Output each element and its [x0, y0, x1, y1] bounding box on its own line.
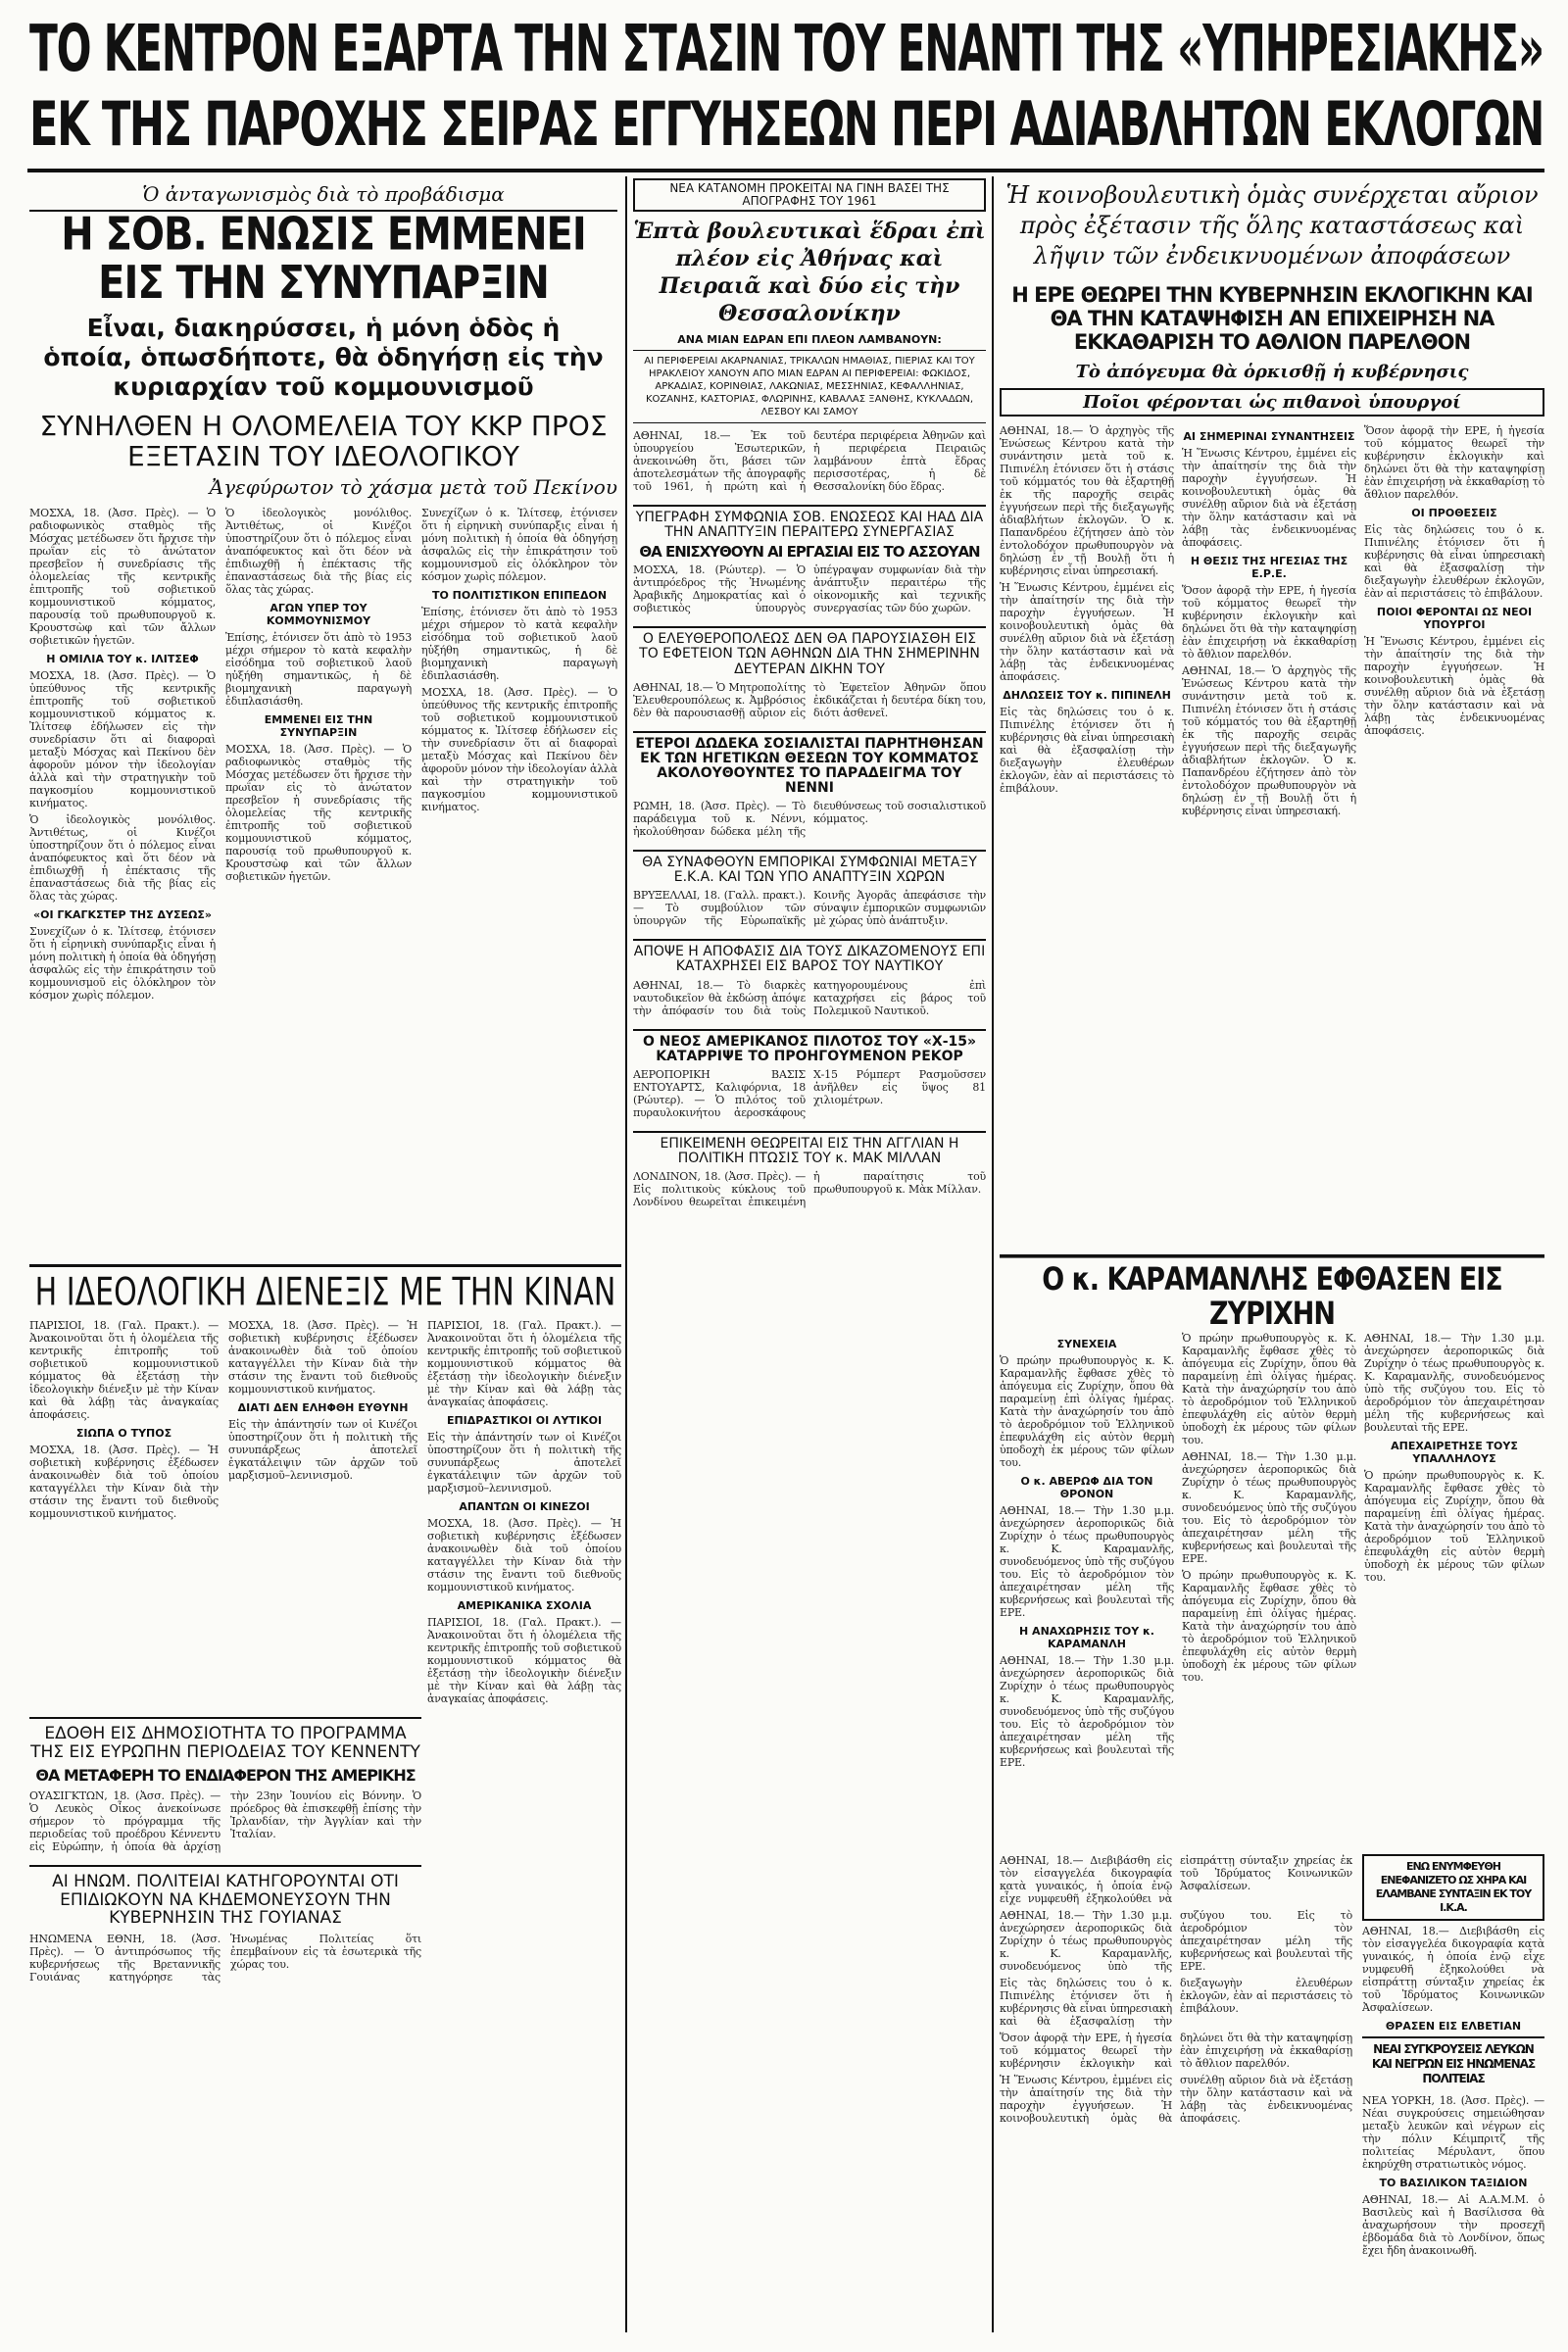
left-lower-text-2b: ΜΟΣΧΑ, 18. (Ἀσσ. Πρὲς). — Ἡ σοβιετικὴ κυβέρνησις ἐξέδωσεν ἀνακοινωθὲν διὰ τοῦ ὁποίου καταγγέλλει τὴν Κίναν διὰ τὴν στάσιν της ἔναντι τοῦ διεθνοῦς κομμουνιστικοῦ κινήματος. [228, 1319, 418, 1396]
ere-headline: Η ΕΡΕ ΘΕΩΡΕΙ ΤΗΝ ΚΥΒΕΡΝΗΣΙΝ ΕΚΛΟΓΙΚΗΝ ΚΑΙ ΘΑ ΤΗΝ ΚΑΤΑΨΗΦΙΣΗ ΑΝ ΕΠΙΧΕΙΡΗΣΗ ΝΑ ΕΚΚΑΘΑΡΙΣΗ ΤΟ ΑΘΛΙΟΝ ΠΑΡΕΛΘΟΝ [1011, 283, 1533, 354]
royal-trip-text: ΑΘΗΝΑΙ, 18.— Αἱ Α.Α.Μ.Μ. ὁ Βασιλεὺς καὶ ἡ Βασίλισσα θὰ ἀναχωρήσουν τὴν προσεχῆ ἑβδομάδα διὰ τὸ Λονδίνον, ὅπως ἔχει ἤδη ἀνακοινωθῆ. [1362, 2193, 1544, 2257]
socialists-headline: ΕΤΕΡΟΙ ΔΩΔΕΚΑ ΣΟΣΙΑΛΙΣΤΑΙ ΠΑΡΗΤΗΘΗΣΑΝ ΕΚ ΤΩΝ ΗΓΕΤΙΚΩΝ ΘΕΣΕΩΝ ΤΟΥ ΚΟΜΜΑΤΟΣ ΑΚΟΛΟΥΘΟΥΝΤΕΣ ΤΟ ΠΑΡΑΔΕΙΓΜΑ ΤΟΥ ΝΕΝΝΙ [633, 731, 986, 796]
left-text-3: Συνεχίζων ὁ κ. Ἰλίτσεφ, ἐτόνισεν ὅτι ἡ εἰρηνικὴ συνύπαρξις εἶναι ἡ μόνη πολιτικὴ ἡ ὁποία θὰ ὁδηγήσῃ ἀσφαλῶς εἰς τὴν ἐπικράτησιν τοῦ κομμουνισμοῦ εἰς ὁλόκληρον τὸν κόσμον χωρὶς πόλεμον. [29, 924, 216, 1002]
left-kicker-2: Ἀγεφύρωτον τὸ χάσμα μετὰ τοῦ Πεκίνου [209, 474, 617, 499]
right-lower-text-3: Εἰς τὰς δηλώσεις του ὁ κ. Πιπινέλης ἐτόνισεν ὅτι ἡ κυβέρνησις θὰ εἶναι ὑπηρεσιακὴ καὶ θὰ ἐξασφαλίσῃ τὴν διεξαγωγὴν ἐλευθέρων ἐκλογῶν, ἐὰν αἱ περιστάσεις τὸ ἐπιβάλουν. [1000, 1977, 1352, 2028]
right-text-1: ΑΘΗΝΑΙ, 18.— Ὁ ἀρχηγὸς τῆς Ἑνώσεως Κέντρου κατὰ τὴν συνάντησιν μετὰ τοῦ κ. Πιπινέλη ἐτόνισεν ὅτι ἡ στάσις τοῦ κόμματός του θὰ ἐξαρτηθῇ ἐκ τῆς παροχῆς σειρᾶς ἐγγυήσεων περὶ τῆς διεξαγωγῆς ἀδιαβλήτων ἐκλογῶν. Ὁ κ. Παπανδρέου ἐζήτησεν ἀπὸ τὸν ἐντολοδόχον πρωθυπουργὸν νὰ δηλώσῃ ἐν τῇ Βουλῇ ὅτι ἡ κυβέρνησις εἶναι ὑπηρεσιακή. [1000, 424, 1174, 577]
left-text-col-a [29, 507, 216, 1002]
left-text-2c: ΜΟΣΧΑ, 18. (Ἀσσ. Πρὲς). — Ὁ ὑπεύθυνος τῆς κεντρικῆς ἐπιτροπῆς τοῦ σοβιετικοῦ κομμουνιστικοῦ κόμματος κ. Ἰλίτσεφ ἐδήλωσεν εἰς τὴν συνεδρίασιν ὅτι αἱ διαφοραὶ μεταξὺ Μόσχας καὶ Πεκίνου δὲν ἀφοροῦν μόνον τὴν ἰδεολογίαν ἀλλὰ καὶ τὴν στρατηγικὴν τοῦ παγκοσμίου κομμουνιστικοῦ κινήματος. [421, 685, 617, 813]
macmillan-headline: ΕΠΙΚΕΙΜΕΝΗ ΘΕΩΡΕΙΤΑΙ ΕΙΣ ΤΗΝ ΑΓΓΛΙΑΝ Η ΠΟΛΙΤΙΚΗ ΠΤΩΣΙΣ ΤΟΥ κ. ΜΑΚ ΜΙΛΛΑΝ [633, 1131, 986, 1166]
eleftheroupolis-text: ΑΘΗΝΑΙ, 18.— Ὁ Μητροπολίτης Ἐλευθερουπόλεως κ. Ἀμβρόσιος δὲν θὰ παρουσιασθῇ αὔριον εἰς τὸ Ἐφετεῖον Ἀθηνῶν ὅπου ἐκδικάζεται ἡ δευτέρα δίκη του, διότι ἀσθενεῖ. [633, 680, 986, 719]
race-clash-text: ΝΕΑ ΥΟΡΚΗ, 18. (Ἀσσ. Πρὲς). — Νέαι συγκρούσεις σημειώθησαν μεταξὺ λευκῶν καὶ νέγρων εἰς τὴν πόλιν Κέιμπριτζ τῆς πολιτείας Μέρυλαντ, ὅπου ἐκηρύχθη στρατιωτικὸς νόμος. [1362, 2094, 1544, 2171]
column-divider-1 [625, 176, 627, 2332]
right-sub-1: ΑΙ ΣΗΜΕΡΙΝΑΙ ΣΥΝΑΝΤΗΣΕΙΣ [1183, 430, 1355, 443]
left-text-col-c [421, 507, 617, 1002]
right-text-4: Εἰς τὰς δηλώσεις του ὁ κ. Πιπινέλης ἐτόνισεν ὅτι ἡ κυβέρνησις θὰ εἶναι ὑπηρεσιακὴ καὶ θὰ ἐξασφαλίσῃ τὴν διεξαγωγὴν ἐλευθέρων ἐκλογῶν, ἐὰν αἱ περιστάσεις τὸ ἐπιβάλουν. [1000, 706, 1174, 795]
left-text-4: Ὁ ἰδεολογικὸς μονόλιθος. Ἀντιθέτως, οἱ Κινέζοι ὑποστηρίζουν ὅτι ὁ πόλεμος εἶναι ἀναπόφευκτος καὶ ὅτι δέον νὰ ἐπιδιωχθῇ ἡ ἐπέκτασις τῆς ἐπαναστάσεως διὰ τῆς βίας εἰς ὅλας τὰς χώρας. [225, 506, 412, 596]
left-lower-section [29, 1270, 621, 2333]
navy-trial-headline: ΑΠΟΨΕ Η ΑΠΟΦΑΣΙΣ ΔΙΑ ΤΟΥΣ ΔΙΚΑΖΟΜΕΝΟΥΣ ΕΠΙ ΚΑΤΑΧΡΗΣΕΙ ΕΙΣ ΒΑΡΟΣ ΤΟΥ ΝΑΥΤΙΚΟΥ [633, 939, 986, 974]
right-sub-10: ΘΡΑΣΕΝ ΕΙΣ ΕΛΒΕΤΙΑΝ [1385, 2020, 1522, 2033]
left-sub-2: ΑΓΩΝ ΥΠΕΡ ΤΟΥ ΚΟΜΜΟΥΝΙΣΜΟΥ [266, 601, 371, 627]
right-text-2c: Ἡ Ἕνωσις Κέντρου, ἐμμένει εἰς τὴν ἀπαίτησίν της διὰ τὴν παροχὴν ἐγγυήσεων. Ἡ κοινοβουλευτικὴ ὁμὰς θὰ συνέλθῃ αὔριον διὰ νὰ ἐξετάσῃ τὴν ὅλην κατάστασιν καὶ νὰ λάβῃ τὰς ἐνδεικνυομένας ἀποφάσεις. [1364, 635, 1544, 737]
left-sub-3: ΤΟ ΠΟΛΙΤΙΣΤΙΚΟΝ ΕΠΙΠΕΔΟΝ [431, 588, 608, 602]
right-sub-2: Η ΘΕΣΙΣ ΤΗΣ ΗΓΕΣΙΑΣ ΤΗΣ Ε.Ρ.Ε. [1190, 555, 1348, 580]
eleftheroupolis-headline: Ο ΕΛΕΥΘΕΡΟΠΟΛΕΩΣ ΔΕΝ ΘΑ ΠΑΡΟΥΣΙΑΣΘΗ ΕΙΣ ΤΟ ΕΦΕΤΕΙΟΝ ΤΩΝ ΑΘΗΝΩΝ ΔΙΑ ΤΗΝ ΣΗΜΕΡΙΝΗΝ ΔΕΥΤΕΡΑΝ ΔΙΚΗΝ ΤΟΥ [633, 626, 986, 676]
widow-pension-box: ΕΝΩ ΕΝΥΜΦΕΥΘΗ ΕΝΕΦΑΝΙΖΕΤΟ ΩΣ ΧΗΡΑ ΚΑΙ ΕΛΑΜΒΑΝΕ ΣΥΝΤΑΞΙΝ ΕΚ ΤΟΥ Ι.Κ.Α. [1362, 1854, 1544, 1921]
middle-section [633, 178, 986, 2332]
karamanlis-headline: Ο κ. ΚΑΡΑΜΑΝΛΗΣ ΕΦΘΑΣΕΝ ΕΙΣ ΖΥΡΙΧΗΝ [1000, 1254, 1544, 1331]
left-lower-col-b [228, 1319, 417, 1705]
kennedy-tour-headline: ΕΔΟΘΗ ΕΙΣ ΔΗΜΟΣΙΟΤΗΤΑ ΤΟ ΠΡΟΓΡΑΜΜΑ ΤΗΣ ΕΙΣ ΕΥΡΩΠΗΝ ΠΕΡΙΟΔΕΙΑΣ ΤΟΥ ΚΕΝΝΕΝΤΥ [29, 1717, 421, 1761]
karamanlis-text-8: Ὁ πρώην πρωθυπουργὸς κ. Κ. Καραμανλῆς ἔφθασε χθὲς τὸ ἀπόγευμα εἰς Ζυρίχην, ὅπου θὰ παραμείνῃ ἐπὶ ὀλίγας ἡμέρας. Κατὰ τὴν ἀναχώρησίν του ἀπὸ τὸ ἀεροδρόμιον τοῦ Ἑλληνικοῦ ἐπεφυλάχθη εἰς αὐτὸν θερμὴ ὑποδοχὴ ἐκ μέρους τῶν φίλων του. [1364, 1469, 1544, 1585]
right-sub-3: ΔΗΛΩΣΕΙΣ ΤΟΥ κ. ΠΙΠΙΝΕΛΗ [1003, 689, 1171, 702]
kennedy-tour-text: ΟΥΑΣΙΓΚΤΩΝ, 18. (Ἀσσ. Πρὲς). — Ὁ Λευκὸς Οἶκος ἀνεκοίνωσε σήμερον τὸ πρόγραμμα τῆς περιοδείας τοῦ προέδρου Κέννεντυ εἰς Εὐρώπην, ἡ ὁποία θὰ ἀρχίσῃ τὴν 23ην Ἰουνίου εἰς Βόννην. Ὁ πρόεδρος θὰ ἐπισκεφθῇ ἐπίσης τὴν Ἰρλανδίαν, τὴν Ἀγγλίαν καὶ τὴν Ἰταλίαν. [29, 1789, 421, 1854]
left-sub-5: ΕΜΜΕΝΕΙ ΕΙΣ ΤΗΝ ΣΥΝΥΠΑΡΞΙΝ [264, 712, 373, 739]
karamanlis-text-5: ΑΘΗΝΑΙ, 18.— Τὴν 1.30 μ.μ. ἀνεχώρησεν ἀεροπορικῶς διὰ Ζυρίχην ὁ τέως πρωθυπουργὸς κ. Κ. Καραμανλῆς, συνοδευόμενος ὑπὸ τῆς συζύγου του. Εἰς τὸ ἀεροδρόμιον τὸν ἀπεχαιρέτησαν μέλη τῆς κυβερνήσεως καὶ βουλευταὶ τῆς ΕΡΕ. [1182, 1450, 1356, 1566]
main-headline-line-1: ΤΟ ΚΕΝΤΡΟΝ ΕΞΑΡΤΑ ΤΗΝ ΣΤΑΣΙΝ ΤΟΥ ΕΝΑΝΤΙ ΤΗΣ «ΥΠΗΡΕΣΙΑΚΗΣ» [29, 11, 1544, 86]
left-lower-col-a [29, 1319, 219, 1705]
left-lower-text-1c: ΠΑΡΙΣΙΟΙ, 18. (Γαλ. Πρακτ.). — Ἀνακοινοῦται ὅτι ἡ ὁλομέλεια τῆς κεντρικῆς ἐπιτροπῆς τοῦ σοβιετικοῦ κομμουνιστικοῦ κόμματος θὰ ἐξετάσῃ τὴν ἰδεολογικὴν διένεξιν μὲ τὴν Κίναν καὶ θὰ λάβῃ τὰς ἀναγκαίας ἀποφάσεις. [427, 1616, 621, 1706]
right-text-3b: Ὅσον ἀφορᾷ τὴν ΕΡΕ, ἡ ἡγεσία τοῦ κόμματος θεωρεῖ τὴν κυβέρνησιν ἐκλογικὴν καὶ δηλώνει ὅτι θὰ τὴν καταψηφίσῃ ἐὰν ἐπιχειρήσῃ νὰ ἐκκαθαρίσῃ τὸ ἄθλιον παρελθόν. [1364, 424, 1544, 501]
left-lower-sub-1: ΔΙΑΤΙ ΔΕΝ ΕΛΗΦΘΗ ΕΥΘΥΝΗ [237, 1401, 409, 1415]
navy-trial-text: ΑΘΗΝΑΙ, 18.— Τὸ διαρκὲς ναυτοδικεῖον θὰ ἐκδώσῃ ἀπόψε τὴν ἀπόφασίν του διὰ τοὺς κατηγορουμένους ἐπὶ καταχρήσει εἰς βάρος τοῦ Πολεμικοῦ Ναυτικοῦ. [633, 978, 986, 1017]
right-text-4b: Εἰς τὰς δηλώσεις του ὁ κ. Πιπινέλης ἐτόνισεν ὅτι ἡ κυβέρνησις θὰ εἶναι ὑπηρεσιακὴ καὶ θὰ ἐξασφαλίσῃ τὴν διεξαγωγὴν ἐλευθέρων ἐκλογῶν, ἐὰν αἱ περιστάσεις τὸ ἐπιβάλουν. [1364, 523, 1544, 600]
left-lower-sub-4: ΑΜΕΡΙΚΑΝΙΚΑ ΣΧΟΛΙΑ [457, 1599, 592, 1613]
left-upper-section [29, 178, 617, 1261]
right-sub-4: ΟΙ ΠΡΟΘΕΣΕΙΣ [1411, 507, 1497, 519]
right-text-2b: Ἡ Ἕνωσις Κέντρου, ἐμμένει εἰς τὴν ἀπαίτησίν της διὰ τὴν παροχὴν ἐγγυήσεων. Ἡ κοινοβουλευτικὴ ὁμὰς θὰ συνέλθῃ αὔριον διὰ νὰ ἐξετάσῃ τὴν ὅλην κατάστασιν καὶ νὰ λάβῃ τὰς ἐνδεικνυομένας ἀποφάσεις. [1182, 447, 1356, 549]
right-text-columns [1000, 424, 1544, 817]
left-lower-text-1b: ΠΑΡΙΣΙΟΙ, 18. (Γαλ. Πρακτ.). — Ἀνακοινοῦται ὅτι ἡ ὁλομέλεια τῆς κεντρικῆς ἐπιτροπῆς τοῦ σοβιετικοῦ κομμουνιστικοῦ κόμματος θὰ ἐξετάσῃ τὴν ἰδεολογικὴν διένεξιν μὲ τὴν Κίναν καὶ θὰ λάβῃ τὰς ἀναγκαίας ἀποφάσεις. [427, 1319, 621, 1409]
left-headline-2: ΣΥΝΗΛΘΕΝ Η ΟΛΟΜΕΛΕΙΑ ΤΟΥ ΚΚΡ ΠΡΟΣ ΕΞΕΤΑΣΙΝ ΤΟΥ ΙΔΕΟΛΟΓΙΚΟΥ [39, 410, 608, 472]
right-sub-5: ΠΟΙΟΙ ΦΕΡΟΝΤΑΙ ΩΣ ΝΕΟΙ ΥΠΟΥΡΓΟΙ [1376, 606, 1533, 631]
karamanlis-text-4: Ὁ πρώην πρωθυπουργὸς κ. Κ. Καραμανλῆς ἔφθασε χθὲς τὸ ἀπόγευμα εἰς Ζυρίχην, ὅπου θὰ παραμείνῃ ἐπὶ ὀλίγας ἡμέρας. Κατὰ τὴν ἀναχώρησίν του ἀπὸ τὸ ἀεροδρόμιον τοῦ Ἑλληνικοῦ ἐπεφυλάχθη εἰς αὐτὸν θερμὴ ὑποδοχὴ ἐκ μέρους τῶν φίλων του. [1182, 1332, 1356, 1447]
eec-text: ΒΡΥΞΕΛΛΑΙ, 18. (Γαλλ. πρακτ.). — Τὸ συμβούλιον τῶν ὑπουργῶν τῆς Εὐρωπαϊκῆς Κοινῆς Ἀγορᾶς ἀπεφάσισε τὴν σύναψιν ἐμπορικῶν συμφωνιῶν μὲ χώρας ὑπὸ ἀνάπτυξιν. [633, 889, 986, 928]
left-lower-text-1: ΠΑΡΙΣΙΟΙ, 18. (Γαλ. Πρακτ.). — Ἀνακοινοῦται ὅτι ἡ ὁλομέλεια τῆς κεντρικῆς ἐπιτροπῆς τοῦ σοβιετικοῦ κομμουνιστικοῦ κόμματος θὰ ἐξετάσῃ τὴν ἰδεολογικὴν διένεξιν μὲ τὴν Κίναν καὶ θὰ λάβῃ τὰς ἀναγκαίας ἀποφάσεις. [29, 1319, 220, 1422]
right-sub-7: Η ΑΝΑΧΩΡΗΣΙΣ ΤΟΥ κ. ΚΑΡΑΜΑΝΛΗ [1019, 1625, 1154, 1651]
karamanlis-text-1: Ὁ πρώην πρωθυπουργὸς κ. Κ. Καραμανλῆς ἔφθασε χθὲς τὸ ἀπόγευμα εἰς Ζυρίχην, ὅπου θὰ παραμείνῃ ἐπὶ ὀλίγας ἡμέρας. Κατὰ τὴν ἀναχώρησίν του ἀπὸ τὸ ἀεροδρόμιον τοῦ Ἑλληνικοῦ ἐπεφυλάχθη εἰς αὐτὸν θερμὴ ὑποδοχὴ ἐκ μέρους τῶν φίλων του. [1000, 1354, 1174, 1470]
left-deck: Εἶναι, διακηρύσσει, ἡ μόνη ὁδὸς ἡ ὁποία, ὁπωσδήποτε, θὰ ὁδηγήσῃ εἰς τὴν κυριαρχίαν τοῦ κομμουνισμοῦ [43, 314, 604, 402]
widow-pension-text: ΑΘΗΝΑΙ, 18.— Διεβιβάσθη εἰς τὸν εἰσαγγελέα δικογραφία κατὰ γυναικός, ἡ ὁποία ἐνῷ εἶχε νυμφευθῆ ἐξηκολούθει νὰ εἰσπράττῃ σύνταξιν χηρείας ἐκ τοῦ Ἱδρύματος Κοινωνικῶν Ἀσφαλίσεων. [1362, 1925, 1544, 2014]
kennedy-tour-subhead: ΘΑ ΜΕΤΑΦΕΡΗ ΤΟ ΕΝΔΙΑΦΕΡΟΝ ΤΗΣ ΑΜΕΡΙΚΗΣ [35, 1766, 416, 1786]
census-box-2: ΑΙ ΠΕΡΙΦΕΡΕΙΑΙ ΑΚΑΡΝΑΝΙΑΣ, ΤΡΙΚΑΛΩΝ ΗΜΑΘΙΑΣ, ΠΙΕΡΙΑΣ ΚΑΙ ΤΟΥ ΗΡΑΚΛΕΙΟΥ ΧΑΝΟΥΝ ΑΠΟ ΜΙΑΝ ΕΔΡΑΝ ΑΙ ΠΕΡΙΦΕΡΕΙΑΙ: ΦΩΚΙΔΟΣ, ΑΡΚΑΔΙΑΣ, ΚΟΡΙΝΘΙΑΣ, ΛΑΚΩΝΙΑΣ, ΜΕΣΣΗΝΙΑΣ, ΚΕΦΑΛΛΗΝΙΑΣ, ΚΟΖΑΝΗΣ, ΚΑΣΤΟΡΙΑΣ, ΦΛΩΡΙΝΗΣ, ΚΑΒΑΛΑΣ ΞΑΝΘΗΣ, ΚΥΚΛΑΔΩΝ, ΛΕΣΒΟΥ ΚΑΙ ΣΑΜΟΥ [633, 350, 986, 423]
right-deck-2: Ποῖοι φέρονται ὡς πιθανοὶ ὑπουργοί [1000, 388, 1544, 416]
x15-text: ΑΕΡΟΠΟΡΙΚΗ ΒΑΣΙΣ ΕΝΤΟΥΑΡΤΣ, Καλιφόρνια, 18 (Ρώυτερ). — Ὁ πιλότος τοῦ πυραυλοκινήτου ἀεροσκάφους Χ-15 Ρόμπερτ Ρασμοῦσσεν ἀνῆλθεν εἰς ὕψος 81 χιλιομέτρων. [633, 1067, 986, 1119]
left-lower-text-2: ΜΟΣΧΑ, 18. (Ἀσσ. Πρὲς). — Ἡ σοβιετικὴ κυβέρνησις ἐξέδωσεν ἀνακοινωθὲν διὰ τοῦ ὁποίου καταγγέλλει τὴν Κίναν διὰ τὴν στάσιν της ἔναντι τοῦ διεθνοῦς κομμουνιστικοῦ κινήματος. [29, 1444, 220, 1521]
aswan-subhead: ΘΑ ΕΝΙΣΧΥΘΟΥΝ ΑΙ ΕΡΓΑΣΙΑΙ ΕΙΣ ΤΟ ΑΣΣΟΥΑΝ [639, 543, 980, 562]
guyana-headline: ΑΙ ΗΝΩΜ. ΠΟΛΙΤΕΙΑΙ ΚΑΤΗΓΟΡΟΥΝΤΑΙ ΟΤΙ ΕΠΙΔΙΩΚΟΥΝ ΝΑ ΚΗΔΕΜΟΝΕΥΣΟΥΝ ΤΗΝ ΚΥΒΕΡΝΗΣΙΝ ΤΗΣ ΓΟΥΙΑΝΑΣ [29, 1865, 421, 1927]
right-sub-6: ΣΥΝΕΧΕΙΑ [1056, 1338, 1117, 1351]
column-divider-2 [992, 176, 994, 2332]
race-clash-box: ΝΕΑΙ ΣΥΓΚΡΟΥΣΕΙΣ ΛΕΥΚΩΝ ΚΑΙ ΝΕΓΡΩΝ ΕΙΣ ΗΝΩΜΕΝΑΣ ΠΟΛΙΤΕΙΑΣ [1362, 2036, 1544, 2090]
census-text: ΑΘΗΝΑΙ, 18.— Ἐκ τοῦ ὑπουργείου Ἐσωτερικῶν, ἀνεκοινώθη ὅτι, βάσει τῶν ἀποτελεσμάτων τῆς ἀπογραφῆς τοῦ 1961, ἡ πρώτη καὶ ἡ δευτέρα περιφέρεια Ἀθηνῶν καὶ ἡ περιφέρεια Πειραιῶς λαμβάνουν ἑπτὰ ἕδρας περισσοτέρας, ἡ δὲ Θεσσαλονίκη δύο ἕδρας. [633, 428, 986, 493]
census-headline: Ἑπτὰ βουλευτικαὶ ἕδραι ἐπὶ πλέον εἰς Ἀθήνας καὶ Πειραιᾶ καὶ δύο εἰς τὴν Θεσσαλονίκην [633, 218, 986, 326]
left-lower-sub-2: ΕΠΙΔΡΑΣΤΙΚΟΙ ΟΙ ΛΥΤΙΚΟΙ [446, 1414, 603, 1428]
right-deck-1: Τὸ ἀπόγευμα θὰ ὁρκισθῇ ἡ κυβέρνησις [1075, 362, 1469, 382]
left-lower-sub-3: ΑΠΑΝΤΩΝ ΟΙ ΚΙΝΕΖΟΙ [459, 1500, 590, 1514]
soviet-uar-text: ΜΟΣΧΑ, 18. (Ρώυτερ). — Ὁ ἀντιπρόεδρος τῆς Ἡνωμένης Ἀραβικῆς Δημοκρατίας καὶ ὁ σοβιετικὸς ὑπουργὸς ὑπέγραψαν συμφωνίαν διὰ τὴν ἀνάπτυξιν περαιτέρω τῆς οἰκονομικῆς καὶ τεχνικῆς συνεργασίας τῶν δύο χωρῶν. [633, 564, 986, 615]
right-section [1000, 178, 1544, 2332]
masthead-rule [27, 169, 1544, 172]
left-text-1b: ΜΟΣΧΑ, 18. (Ἀσσ. Πρὲς). — Ὁ ραδιοφωνικὸς σταθμὸς τῆς Μόσχας μετέδωσεν ὅτι ἤρχισε τὴν πρωΐαν εἰς τὸ ἀνώτατον πρεσβεῖον ἡ συνεδρίασις τῆς ὁλομελείας τῆς κεντρικῆς ἐπιτροπῆς τοῦ σοβιετικοῦ κομμουνιστικοῦ κόμματος, παρουσίᾳ τοῦ πρωθυπουργοῦ κ. Κρουστσὼφ καὶ τῶν ἄλλων σοβιετικῶν ἡγετῶν. [225, 742, 412, 883]
census-deck: ΑΝΑ ΜΙΑΝ ΕΔΡΑΝ ΕΠΙ ΠΛΕΟΝ ΛΑΜΒΑΝΟΥΝ: [677, 332, 942, 346]
left-lower-text-3: Εἰς τὴν ἀπάντησίν των οἱ Κινέζοι ὑποστηρίζουν ὅτι ἡ πολιτικὴ τῆς συνυπάρξεως ἀποτελεῖ ἐγκατάλειψιν τῶν ἀρχῶν τοῦ μαρξισμοῦ–λενινισμοῦ. [228, 1418, 418, 1483]
left-text-5b: Ἐπίσης, ἐτόνισεν ὅτι ἀπὸ τὸ 1953 μέχρι σήμερον τὸ κατὰ κεφαλὴν εἰσόδημα τοῦ σοβιετικοῦ λαοῦ ηὐξήθη σημαντικῶς, ἡ δὲ βιομηχανικὴ παραγωγὴ ἐδιπλασιάσθη. [421, 605, 617, 682]
right-text-2: Ἡ Ἕνωσις Κέντρου, ἐμμένει εἰς τὴν ἀπαίτησίν της διὰ τὴν παροχὴν ἐγγυήσεων. Ἡ κοινοβουλευτικὴ ὁμὰς θὰ συνέλθῃ αὔριον διὰ νὰ ἐξετάσῃ τὴν ὅλην κατάστασιν καὶ νὰ λάβῃ τὰς ἐνδεικνυομένας ἀποφάσεις. [1000, 581, 1174, 683]
left-text-2b: Ὁ ἰδεολογικὸς μονόλιθος. Ἀντιθέτως, οἱ Κινέζοι ὑποστηρίζουν ὅτι ὁ πόλεμος εἶναι ἀναπόφευκτος καὶ ὅτι δέον νὰ ἐπιδιωχθῇ ἡ ἐπέκτασις τῆς ἐπαναστάσεως διὰ τῆς βίας εἰς ὅλας τὰς χώρας. [29, 812, 216, 903]
left-headline: Η ΣΟΒ. ΕΝΩΣΙΣ ΕΜΜΕΝΕΙ ΕΙΣ ΤΗΝ ΣΥΝΥΠΑΡΞΙΝ [61, 209, 586, 310]
karamanlis-text-3: ΑΘΗΝΑΙ, 18.— Τὴν 1.30 μ.μ. ἀνεχώρησεν ἀεροπορικῶς διὰ Ζυρίχην ὁ τέως πρωθυπουργὸς κ. Κ. Καραμανλῆς, συνοδευόμενος ὑπὸ τῆς συζύγου του. Εἰς τὸ ἀεροδρόμιον τὸν ἀπεχαιρέτησαν μέλη τῆς κυβερνήσεως καὶ βουλευταὶ τῆς ΕΡΕ. [1000, 1654, 1174, 1770]
main-headline-line-2: ΕΚ ΤΗΣ ΠΑΡΟΧΗΣ ΣΕΙΡΑΣ ΕΓΓΥΗΣΕΩΝ ΠΕΡΙ ΑΔΙΑΒΛΗΤΩΝ ΕΚΛΟΓΩΝ [29, 88, 1544, 160]
right-sub-8: Ο κ. ΑΒΕΡΩΦ ΔΙΑ ΤΟΝ ΘΡΟΝΟΝ [1020, 1475, 1153, 1501]
macmillan-text: ΛΟΝΔΙΝΟΝ, 18. (Ἀσσ. Πρὲς). — Εἰς πολιτικοὺς κύκλους τοῦ Λονδίνου θεωρεῖται ἐπικειμένη ἡ παραίτησις τοῦ πρωθυπουργοῦ κ. Μὰκ Μίλλαν. [633, 1169, 986, 1208]
left-text-1: ΜΟΣΧΑ, 18. (Ἀσσ. Πρὲς). — Ὁ ραδιοφωνικὸς σταθμὸς τῆς Μόσχας μετέδωσεν ὅτι ἤρχισε τὴν πρωΐαν εἰς τὸ ἀνώτατον πρεσβεῖον ἡ συνεδρίασις τῆς ὁλομελείας τῆς κεντρικῆς ἐπιτροπῆς τοῦ σοβιετικοῦ κομμουνιστικοῦ κόμματος, παρουσίᾳ τοῦ πρωθυπουργοῦ κ. Κρουστσὼφ καὶ τῶν ἄλλων σοβιετικῶν ἡγετῶν. [29, 506, 216, 647]
karamanlis-col-b [1182, 1332, 1356, 1769]
left-lower-text-3c: ΜΟΣΧΑ, 18. (Ἀσσ. Πρὲς). — Ἡ σοβιετικὴ κυβέρνησις ἐξέδωσεν ἀνακοινωθὲν διὰ τοῦ ὁποίου καταγγέλλει τὴν Κίναν διὰ τὴν στάσιν της ἔναντι τοῦ διεθνοῦς κομμουνιστικοῦ κινήματος. [427, 1517, 621, 1594]
left-text-2: ΜΟΣΧΑ, 18. (Ἀσσ. Πρὲς). — Ὁ ὑπεύθυνος τῆς κεντρικῆς ἐπιτροπῆς τοῦ σοβιετικοῦ κομμουνιστικοῦ κόμματος κ. Ἰλίτσεφ ἐδήλωσεν εἰς τὴν συνεδρίασιν ὅτι αἱ διαφοραὶ μεταξὺ Μόσχας καὶ Πεκίνου δὲν ἀφοροῦν μόνον τὴν ἰδεολογίαν ἀλλὰ καὶ τὴν στρατηγικὴν τοῦ παγκοσμίου κομμουνιστικοῦ κινήματος. [29, 668, 216, 809]
ideological-dispute-headline: Η ΙΔΕΟΛΟΓΙΚΗ ΔΙΕΝΕΞΙΣ ΜΕ ΤΗΝ ΚΙΝΑΝ [34, 1270, 616, 1316]
right-text-1b: ΑΘΗΝΑΙ, 18.— Ὁ ἀρχηγὸς τῆς Ἑνώσεως Κέντρου κατὰ τὴν συνάντησιν μετὰ τοῦ κ. Πιπινέλη ἐτόνισεν ὅτι ἡ στάσις τοῦ κόμματός του θὰ ἐξαρτηθῇ ἐκ τῆς παροχῆς σειρᾶς ἐγγυήσεων περὶ τῆς διεξαγωγῆς ἀδιαβλήτων ἐκλογῶν. Ὁ κ. Παπανδρέου ἐζήτησεν ἀπὸ τὸν ἐντολοδόχον πρωθυπουργὸν νὰ δηλώσῃ ἐν τῇ Βουλῇ ὅτι ἡ κυβέρνησις εἶναι ὑπηρεσιακή. [1182, 664, 1356, 817]
right-headline: Ἡ κοινοβουλευτικὴ ὁμὰς συνέρχεται αὔριον πρὸς ἐξέτασιν τῆς ὅλης καταστάσεως καὶ λῆψιν τῶν ἐνδεικνυομένων ἀποφάσεων [1005, 181, 1539, 270]
karamanlis-section [1000, 1254, 1544, 1769]
left-text-5: Ἐπίσης, ἐτόνισεν ὅτι ἀπὸ τὸ 1953 μέχρι σήμερον τὸ κατὰ κεφαλὴν εἰσόδημα τοῦ σοβιετικοῦ λαοῦ ηὐξήθη σημαντικῶς, ἡ δὲ βιομηχανικὴ παραγωγὴ ἐδιπλασιάσθη. [225, 630, 412, 708]
right-briefs [1362, 1854, 1544, 2257]
right-lower-text-4: Ὅσον ἀφορᾷ τὴν ΕΡΕ, ἡ ἡγεσία τοῦ κόμματος θεωρεῖ τὴν κυβέρνησιν ἐκλογικὴν καὶ δηλώνει ὅτι θὰ τὴν καταψηφίσῃ ἐὰν ἐπιχειρήσῃ νὰ ἐκκαθαρίσῃ τὸ ἄθλιον παρελθόν. [1000, 2032, 1352, 2070]
left-text-col-b [225, 507, 412, 1002]
karamanlis-col-a [1000, 1332, 1174, 1769]
left-lower-sub-5: ΣΙΩΠΑ Ο ΤΥΠΟΣ [75, 1427, 172, 1441]
right-sub-9: ΑΠΕΧΑΙΡΕΤΗΣΕ ΤΟΥΣ ΥΠΑΛΛΗΛΟΥΣ [1391, 1440, 1518, 1466]
left-lower-text-columns [29, 1319, 621, 1705]
right-col-c [1364, 424, 1544, 817]
right-lower-text-2: ΑΘΗΝΑΙ, 18.— Τὴν 1.30 μ.μ. ἀνεχώρησεν ἀεροπορικῶς διὰ Ζυρίχην ὁ τέως πρωθυπουργὸς κ. Κ. Καραμανλῆς, συνοδευόμενος ὑπὸ τῆς συζύγου του. Εἰς τὸ ἀεροδρόμιον τὸν ἀπεχαιρέτησαν μέλη τῆς κυβερνήσεως καὶ βουλευταὶ τῆς ΕΡΕ. [1000, 1909, 1352, 1973]
left-sub-4: «ΟΙ ΓΚΑΓΚΣΤΕΡ ΤΗΣ ΔΥΣΕΩΣ» [33, 907, 212, 921]
left-text-columns [29, 507, 617, 1002]
left-lower-col-c [427, 1319, 621, 1705]
x15-headline: Ο ΝΕΟΣ ΑΜΕΡΙΚΑΝΟΣ ΠΙΛΟΤΟΣ ΤΟΥ «Χ-15» ΚΑΤΑΡΡΙΨΕ ΤΟ ΠΡΟΗΓΟΥΜΕΝΟΝ ΡΕΚΟΡ [633, 1029, 986, 1064]
right-text-3: Ὅσον ἀφορᾷ τὴν ΕΡΕ, ἡ ἡγεσία τοῦ κόμματος θεωρεῖ τὴν κυβέρνησιν ἐκλογικὴν καὶ δηλώνει ὅτι θὰ τὴν καταψηφίσῃ ἐὰν ἐπιχειρήσῃ νὰ ἐκκαθαρίσῃ τὸ ἄθλιον παρελθόν. [1182, 584, 1356, 661]
karamanlis-text-7: ΑΘΗΝΑΙ, 18.— Τὴν 1.30 μ.μ. ἀνεχώρησεν ἀεροπορικῶς διὰ Ζυρίχην ὁ τέως πρωθυπουργὸς κ. Κ. Καραμανλῆς, συνοδευόμενος ὑπὸ τῆς συζύγου του. Εἰς τὸ ἀεροδρόμιον τὸν ἀπεχαιρέτησαν μέλη τῆς κυβερνήσεως καὶ βουλευταὶ τῆς ΕΡΕ. [1364, 1332, 1544, 1435]
right-lower-text-1: ΑΘΗΝΑΙ, 18.— Διεβιβάσθη εἰς τὸν εἰσαγγελέα δικογραφία κατὰ γυναικός, ἡ ὁποία ἐνῷ εἶχε νυμφευθῆ ἐξηκολούθει νὰ εἰσπράττῃ σύνταξιν χηρείας ἐκ τοῦ Ἱδρύματος Κοινωνικῶν Ἀσφαλίσεων. [1000, 1854, 1352, 1905]
right-lower-text-5: Ἡ Ἕνωσις Κέντρου, ἐμμένει εἰς τὴν ἀπαίτησίν της διὰ τὴν παροχὴν ἐγγυήσεων. Ἡ κοινοβουλευτικὴ ὁμὰς θὰ συνέλθῃ αὔριον διὰ νὰ ἐξετάσῃ τὴν ὅλην κατάστασιν καὶ νὰ λάβῃ τὰς ἐνδεικνυομένας ἀποφάσεις. [1000, 2074, 1352, 2125]
socialists-text: ΡΩΜΗ, 18. (Ἀσσ. Πρὲς). — Τὸ παράδειγμα τοῦ κ. Νέννι, ἠκολούθησαν δώδεκα μέλη τῆς διευθύνσεως τοῦ σοσιαλιστικοῦ κόμματος. [633, 800, 986, 839]
soviet-uar-headline: ΥΠΕΓΡΑΦΗ ΣΥΜΦΩΝΙΑ ΣΟΒ. ΕΝΩΣΕΩΣ ΚΑΙ ΗΑΔ ΔΙΑ ΤΗΝ ΑΝΑΠΤΥΞΙΝ ΠΕΡΑΙΤΕΡΩ ΣΥΝΕΡΓΑΣΙΑΣ [633, 505, 986, 540]
guyana-text: ΗΝΩΜΕΝΑ ΕΘΝΗ, 18. (Ἀσσ. Πρὲς). — Ὁ ἀντιπρόσωπος τῆς κυβερνήσεως τῆς Βρεταννικῆς Γουιάνας κατηγόρησε τὰς Ἡνωμένας Πολιτείας ὅτι ἐπεμβαίνουν εἰς τὰ ἐσωτερικὰ τῆς χώρας του. [29, 1933, 421, 1984]
census-kicker-box: ΝΕΑ ΚΑΤΑΝΟΜΗ ΠΡΟΚΕΙΤΑΙ ΝΑ ΓΙΝΗ ΒΑΣΕΙ ΤΗΣ ΑΠΟΓΡΑΦΗΣ ΤΟΥ 1961 [633, 178, 986, 212]
left-lower-rule [29, 1264, 621, 1267]
left-kicker: Ὁ ἀνταγωνισμὸς διὰ τὸ προβάδισμα [29, 182, 617, 212]
left-sub-1: Η ΟΜΙΛΙΑ ΤΟΥ κ. ΙΛΙΤΣΕΦ [46, 652, 199, 665]
left-lower-text-3b: Εἰς τὴν ἀπάντησίν των οἱ Κινέζοι ὑποστηρίζουν ὅτι ἡ πολιτικὴ τῆς συνυπάρξεως ἀποτελεῖ ἐγκατάλειψιν τῶν ἀρχῶν τοῦ μαρξισμοῦ–λενινισμοῦ. [427, 1431, 621, 1495]
right-sub-11: ΤΟ ΒΑΣΙΛΙΚΟΝ ΤΑΞΙΔΙΟΝ [1379, 2177, 1528, 2189]
karamanlis-col-c [1364, 1332, 1544, 1769]
eec-headline: ΘΑ ΣΥΝΑΦΘΟΥΝ ΕΜΠΟΡΙΚΑΙ ΣΥΜΦΩΝΙΑΙ ΜΕΤΑΞΥ Ε.Κ.Α. ΚΑΙ ΤΩΝ ΥΠΟ ΑΝΑΠΤΥΞΙΝ ΧΩΡΩΝ [633, 850, 986, 885]
right-col-b [1182, 424, 1356, 817]
left-text-3b: Συνεχίζων ὁ κ. Ἰλίτσεφ, ἐτόνισεν ὅτι ἡ εἰρηνικὴ συνύπαρξις εἶναι ἡ μόνη πολιτικὴ ἡ ὁποία θὰ ὁδηγήσῃ ἀσφαλῶς εἰς τὴν ἐπικράτησιν τοῦ κομμουνισμοῦ εἰς ὁλόκληρον τὸν κόσμον χωρὶς πόλεμον. [421, 506, 617, 583]
karamanlis-columns [1000, 1332, 1544, 1769]
karamanlis-text-6: Ὁ πρώην πρωθυπουργὸς κ. Κ. Καραμανλῆς ἔφθασε χθὲς τὸ ἀπόγευμα εἰς Ζυρίχην, ὅπου θὰ παραμείνῃ ἐπὶ ὀλίγας ἡμέρας. Κατὰ τὴν ἀναχώρησίν του ἀπὸ τὸ ἀεροδρόμιον τοῦ Ἑλληνικοῦ ἐπεφυλάχθη εἰς αὐτὸν θερμὴ ὑποδοχὴ ἐκ μέρους τῶν φίλων του. [1182, 1569, 1356, 1685]
right-col-a [1000, 424, 1174, 817]
karamanlis-text-2: ΑΘΗΝΑΙ, 18.— Τὴν 1.30 μ.μ. ἀνεχώρησεν ἀεροπορικῶς διὰ Ζυρίχην ὁ τέως πρωθυπουργὸς κ. Κ. Καραμανλῆς, συνοδευόμενος ὑπὸ τῆς συζύγου του. Εἰς τὸ ἀεροδρόμιον τὸν ἀπεχαιρέτησαν μέλη τῆς κυβερνήσεως καὶ βουλευταὶ τῆς ΕΡΕ. [1000, 1504, 1174, 1620]
right-lower-text [1000, 1854, 1352, 2125]
